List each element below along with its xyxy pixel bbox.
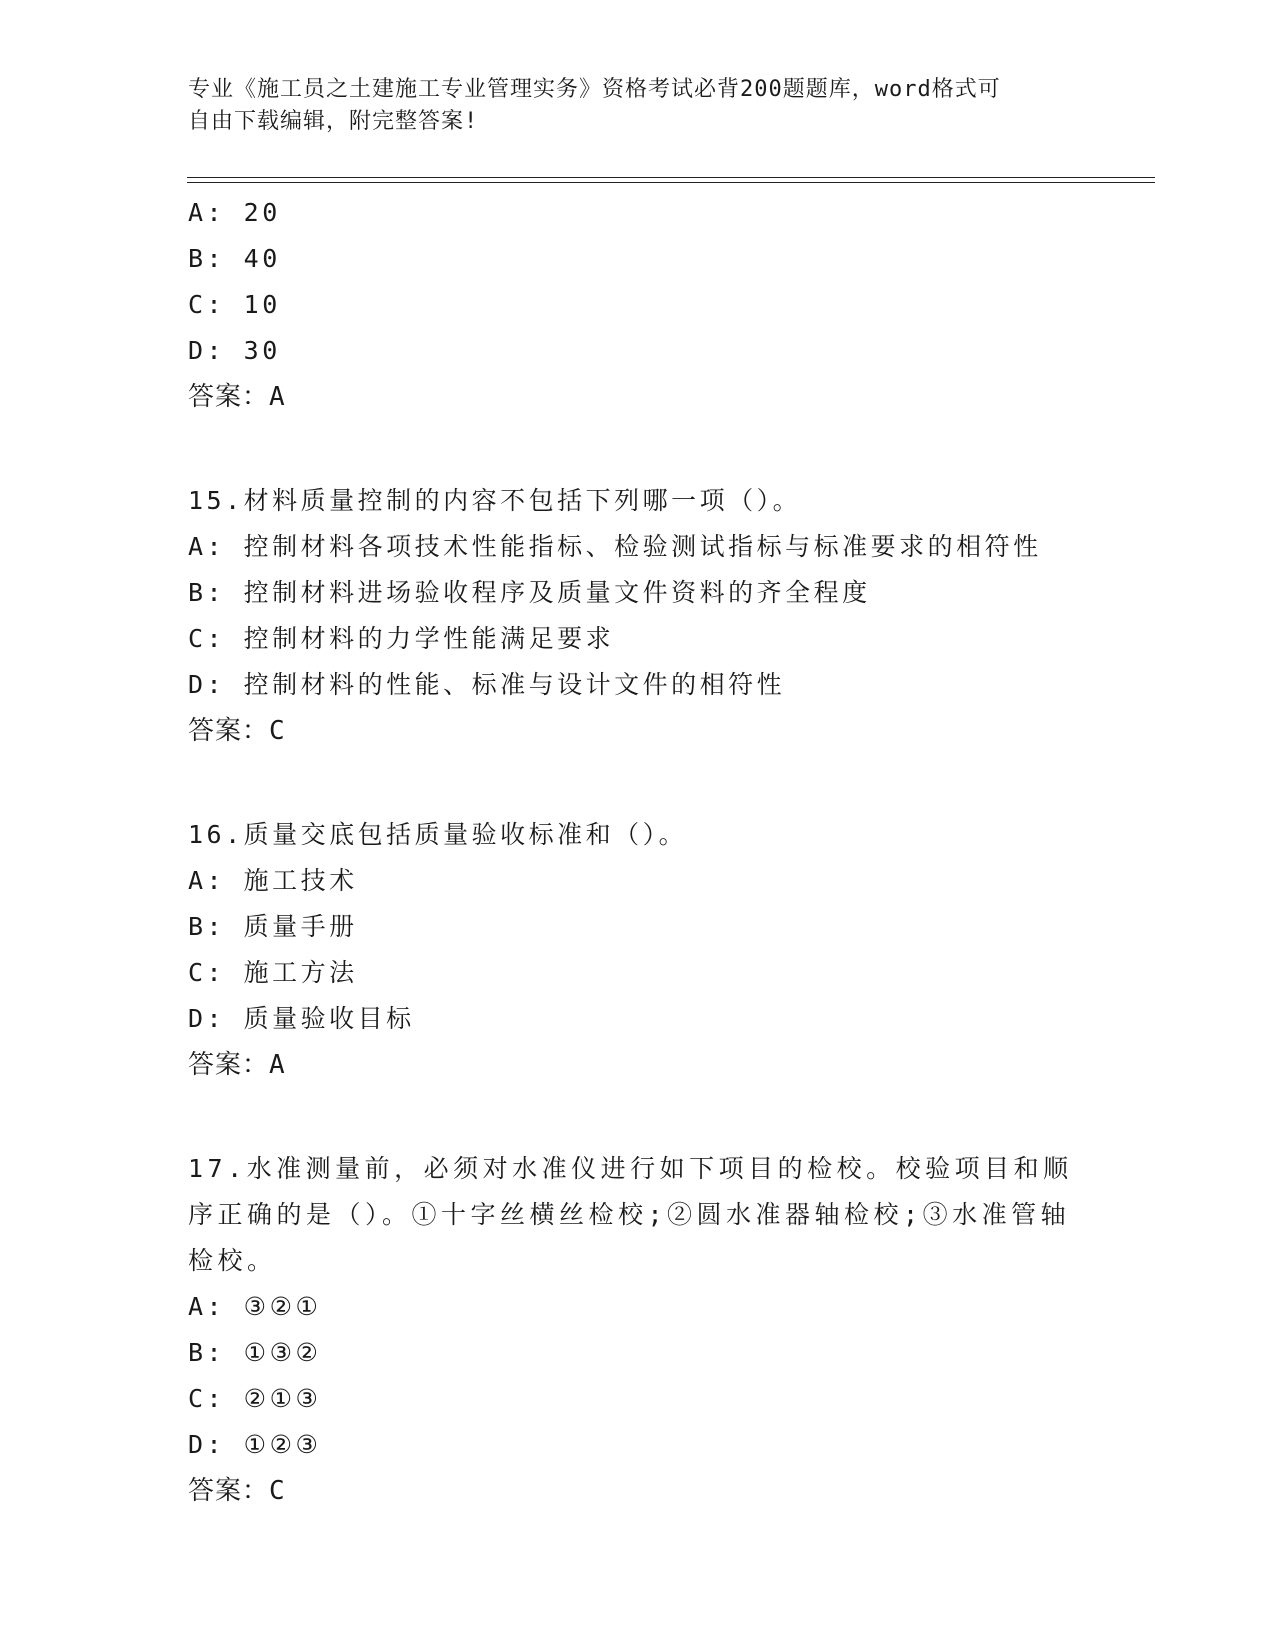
- option-d: D: 30: [188, 336, 281, 365]
- option-a: A: 施工技术: [188, 866, 358, 895]
- answer-line: 答案：C: [188, 1476, 286, 1506]
- question-list: [188, 190, 1088, 1514]
- option-d: D: 控制材料的性能、标准与设计文件的相符性: [188, 670, 786, 699]
- question-15: [188, 478, 1088, 754]
- answer-line: 答案：A: [188, 1050, 286, 1080]
- question-14-continued: [188, 190, 1088, 420]
- question-stem: 16.质量交底包括质量验收标准和（）。: [188, 820, 688, 849]
- header-line-1: 专业《施工员之土建施工专业管理实务》资格考试必背200题题库，word格式可: [188, 77, 1001, 102]
- option-a: A: 控制材料各项技术性能指标、检验测试指标与标准要求的相符性: [188, 532, 1042, 561]
- header-divider-bottom: [187, 182, 1155, 183]
- answer-line: 答案：C: [188, 716, 286, 746]
- option-c: C: ②①③: [188, 1384, 322, 1413]
- question-stem: 17.水准测量前，必须对水准仪进行如下项目的检校。校验项目和顺序正确的是（）。①十字丝横丝检校;②圆水准器轴检校;③水准管轴检校。: [188, 1154, 1073, 1275]
- header-line-2: 自由下载编辑，附完整答案!: [188, 109, 479, 134]
- option-b: B: 质量手册: [188, 912, 358, 941]
- question-stem: 15.材料质量控制的内容不包括下列哪一项（）。: [188, 486, 802, 515]
- header-divider-top: [187, 177, 1155, 178]
- option-c: C: 施工方法: [188, 958, 358, 987]
- answer-line: 答案：A: [188, 382, 286, 412]
- option-c: C: 控制材料的力学性能满足要求: [188, 624, 615, 653]
- document-header: [188, 74, 1088, 138]
- question-17: [188, 1146, 1088, 1514]
- option-b: B: 控制材料进场验收程序及质量文件资料的齐全程度: [188, 578, 871, 607]
- option-b: B: ①③②: [188, 1338, 322, 1367]
- option-c: C: 10: [188, 290, 281, 319]
- option-d: D: ①②③: [188, 1430, 322, 1459]
- option-a: A: 20: [188, 198, 281, 227]
- option-b: B: 40: [188, 244, 281, 273]
- option-d: D: 质量验收目标: [188, 1004, 415, 1033]
- question-16: [188, 812, 1088, 1088]
- option-a: A: ③②①: [188, 1292, 322, 1321]
